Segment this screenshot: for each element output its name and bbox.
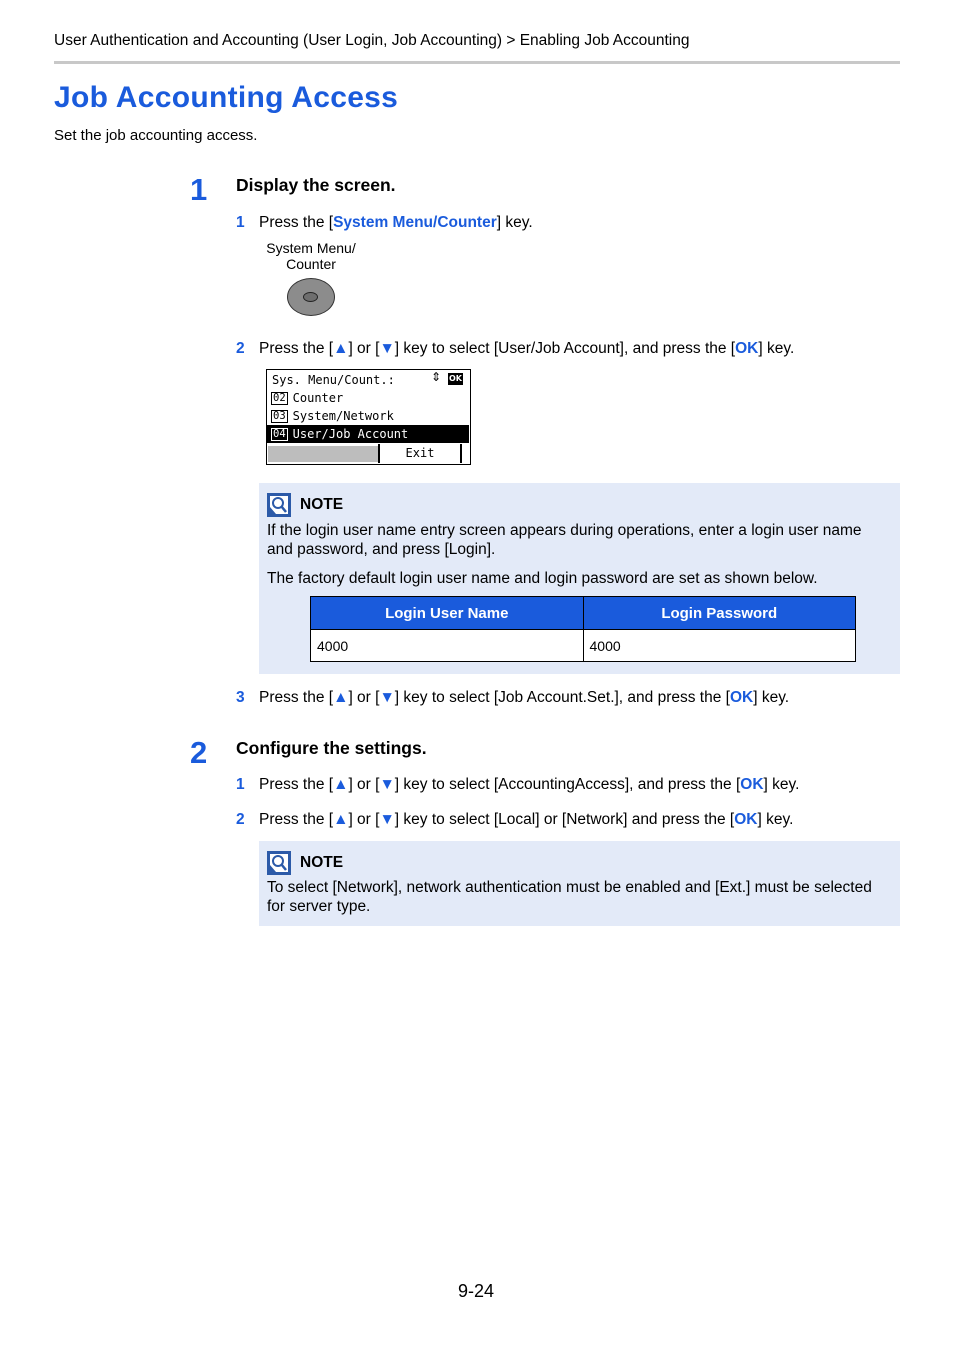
substep-number: 1 bbox=[236, 214, 245, 231]
key-name: OK bbox=[729, 689, 754, 706]
key-name: OK bbox=[735, 340, 759, 357]
step-number: 1 bbox=[190, 172, 208, 207]
lcd-menu-item-selected: 04 User/Job Account bbox=[267, 425, 469, 443]
substep-text: Press the [System Menu/Counter] key. bbox=[259, 214, 533, 231]
lcd-exit-softkey: Exit bbox=[378, 444, 462, 463]
key-name: System Menu/Counter bbox=[333, 214, 497, 231]
navigation-icon: ⇕ bbox=[431, 370, 442, 384]
table-header: Login User Name bbox=[311, 597, 584, 630]
note-icon bbox=[267, 493, 291, 517]
note-heading: NOTE bbox=[300, 854, 344, 871]
down-arrow-icon: ▼ bbox=[379, 689, 395, 706]
table-row bbox=[311, 630, 856, 662]
up-arrow-icon: ▲ bbox=[333, 689, 349, 706]
header-divider bbox=[54, 61, 900, 64]
up-arrow-icon: ▲ bbox=[333, 776, 349, 793]
note-text: If the login user name entry screen appears during operations, enter a login user name and password, and press [Login]. bbox=[267, 522, 862, 558]
table-cell: 4000 bbox=[583, 630, 856, 662]
key-name: OK bbox=[734, 811, 758, 828]
up-arrow-icon: ▲ bbox=[333, 811, 349, 828]
lcd-menu-item: 03 System/Network bbox=[273, 409, 394, 423]
lcd-menu-item: 02 Counter bbox=[273, 391, 344, 405]
note-text: The factory default login user name and login password are set as shown below. bbox=[267, 570, 818, 587]
note-box bbox=[259, 841, 900, 926]
key-name: OK bbox=[740, 776, 764, 793]
down-arrow-icon: ▼ bbox=[379, 776, 395, 793]
lcd-header: Sys. Menu/Count.: bbox=[272, 373, 395, 387]
login-defaults-table bbox=[310, 596, 856, 662]
lcd-footer bbox=[267, 444, 469, 463]
note-icon bbox=[267, 851, 291, 875]
intro-text: Set the job accounting access. bbox=[54, 127, 258, 144]
down-arrow-icon: ▼ bbox=[379, 340, 395, 357]
step-title: Configure the settings. bbox=[236, 738, 427, 758]
page-title: Job Accounting Access bbox=[54, 81, 399, 114]
lcd-screen bbox=[266, 369, 471, 465]
step-title: Display the screen. bbox=[236, 175, 396, 195]
down-arrow-icon: ▼ bbox=[379, 811, 395, 828]
note-heading: NOTE bbox=[300, 496, 344, 513]
step-number: 2 bbox=[190, 735, 208, 770]
up-arrow-icon: ▲ bbox=[333, 340, 349, 357]
table-header: Login Password bbox=[583, 597, 856, 630]
page-number: 9-24 bbox=[458, 1281, 495, 1301]
note-text: To select [Network], network authentication must be enabled and [Ext.] must be selected for server type. bbox=[267, 879, 872, 915]
ok-icon: OK bbox=[449, 374, 462, 383]
system-menu-key-icon bbox=[287, 278, 335, 316]
key-label: System Menu/ Counter bbox=[266, 240, 356, 272]
note-box bbox=[259, 483, 900, 674]
table-cell: 4000 bbox=[311, 630, 584, 662]
breadcrumb: User Authentication and Accounting (User Login, Job Accounting) > Enabling Job Accounting bbox=[54, 32, 690, 49]
